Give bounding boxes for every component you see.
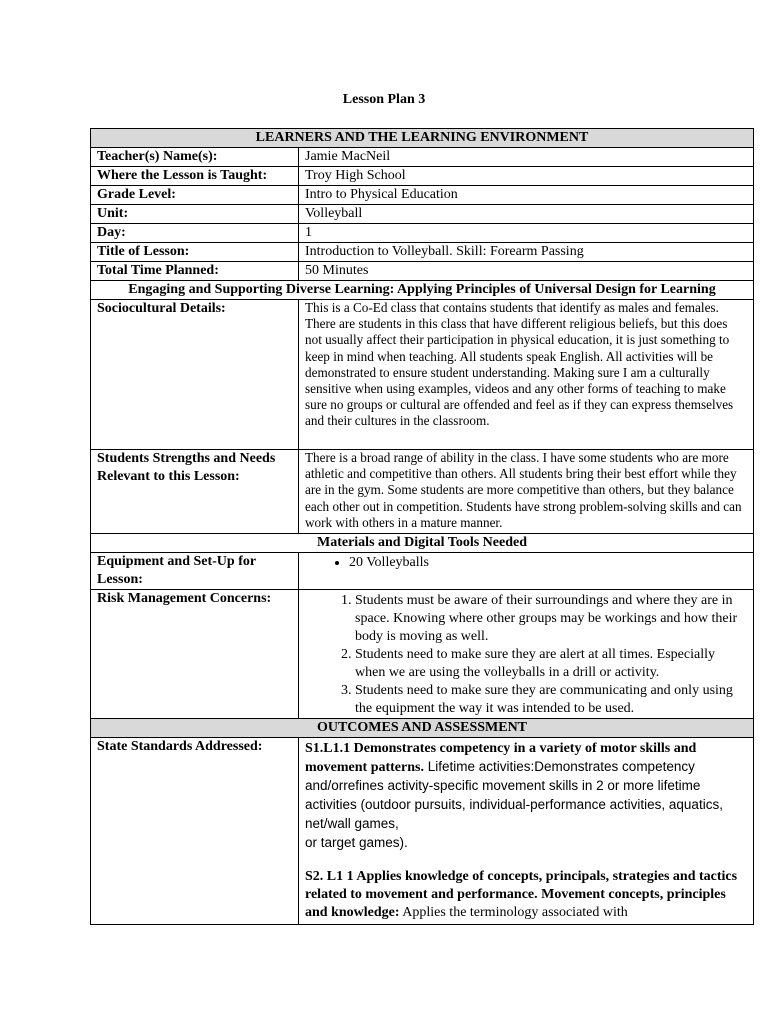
- label-time: Total Time Planned:: [91, 262, 299, 281]
- table-row: [91, 148, 754, 167]
- table-row: [91, 300, 754, 450]
- section-header-row: [91, 129, 754, 148]
- table-row: [91, 186, 754, 205]
- standard-s2: [305, 868, 747, 922]
- list-item: 1. Students must be aware of their surroundings and where they are in space. Knowing where other groups may be workings and how their body is moving as well.: [355, 592, 747, 646]
- value-unit: Volleyball: [299, 205, 754, 224]
- lesson-plan-table: [90, 128, 754, 925]
- standard-s1-title: S1.L1.1 Demonstrates competency in a variety of motor skills and movement patterns.: [305, 741, 697, 775]
- list-item: • 20 Volleyballs: [349, 554, 747, 572]
- label-sociocultural: Sociocultural Details:: [91, 300, 299, 450]
- label-equipment: Equipment and Set-Up for Lesson:: [91, 553, 299, 590]
- value-teacher: Jamie MacNeil: [299, 148, 754, 167]
- label-standards: State Standards Addressed:: [91, 738, 299, 925]
- label-day: Day:: [91, 224, 299, 243]
- label-strengths: Students Strengths and Needs Relevant to this Lesson:: [91, 450, 299, 534]
- label-location: Where the Lesson is Taught:: [91, 167, 299, 186]
- table-row: [91, 205, 754, 224]
- value-standards: [299, 738, 754, 925]
- value-location: Troy High School: [299, 167, 754, 186]
- table-row: [91, 590, 754, 719]
- page-title: Lesson Plan 3: [342, 92, 426, 107]
- standard-s1-text: Lifetime activities:Demonstrates competency and/orrefines activity-specific movement skills in 2 or more lifetime activities (outdoor pursuits, individual-performance activities, aquatics, net/wall games,: [305, 759, 723, 831]
- list-item: 2. Students need to make sure they are alert at all times. Especially when we are using the volleyballs in a drill or activity.: [355, 646, 747, 682]
- label-grade: Grade Level:: [91, 186, 299, 205]
- table-row: [91, 167, 754, 186]
- value-time: 50 Minutes: [299, 262, 754, 281]
- section-header-row: [91, 281, 754, 300]
- label-unit: Unit:: [91, 205, 299, 224]
- value-sociocultural: This is a Co-Ed class that contains students that identify as males and females. There are students in this class that have different religious beliefs, but this does not usually affect their participation in physical education, it is just something to keep in mind when teaching. All students speak English. All activities will be demonstrated to ensure student understanding. Making sure I am a culturally sensitive when using examples, videos and any other forms of teaching to make sure no groups or cultural are offended and feel as if they can express themselves and their cultures in the classroom.: [299, 300, 754, 450]
- section-header-outcomes: OUTCOMES AND ASSESSMENT: [91, 719, 754, 738]
- table-row: [91, 738, 754, 925]
- list-item: 3. Students need to make sure they are communicating and only using the equipment the way it was intended to be used.: [355, 682, 747, 718]
- table-row: [91, 553, 754, 590]
- value-day: 1: [299, 224, 754, 243]
- section-header-udl: Engaging and Supporting Diverse Learning: Applying Principles of Universal Design for Learning: [91, 281, 754, 300]
- value-risk: [299, 590, 754, 719]
- table-row: [91, 262, 754, 281]
- standard-s1-text-end: or target games).: [305, 835, 408, 850]
- standard-s1: [305, 740, 747, 834]
- table-row: [91, 243, 754, 262]
- section-header-row: [91, 534, 754, 553]
- label-lesson-title: Title of Lesson:: [91, 243, 299, 262]
- value-strengths: There is a broad range of ability in the class. I have some students who are more athletic and competitive than others. All students bring their best effort while they are in the gym. Some students are more competitive than others, but they balance each other out in competition. Students have strong problem-solving skills and can work with others in a mature manner.: [299, 450, 754, 534]
- table-row: [91, 224, 754, 243]
- risk-list: [305, 592, 747, 718]
- value-equipment: [299, 553, 754, 590]
- equipment-list: [305, 554, 747, 572]
- section-header-learners: LEARNERS AND THE LEARNING ENVIRONMENT: [91, 129, 754, 148]
- label-risk: Risk Management Concerns:: [91, 590, 299, 719]
- section-header-row: [91, 719, 754, 738]
- value-lesson-title: Introduction to Volleyball. Skill: Forearm Passing: [299, 243, 754, 262]
- standard-s2-title: S2. L1 1 Applies knowledge of concepts, principals, strategies and tactics related to movement and performance. Movement concepts, principles and knowledge:: [305, 869, 738, 920]
- section-header-materials: Materials and Digital Tools Needed: [91, 534, 754, 553]
- table-row: [91, 450, 754, 534]
- standard-s2-text: Applies the terminology associated with: [399, 905, 628, 920]
- value-grade: Intro to Physical Education: [299, 186, 754, 205]
- label-teacher: Teacher(s) Name(s):: [91, 148, 299, 167]
